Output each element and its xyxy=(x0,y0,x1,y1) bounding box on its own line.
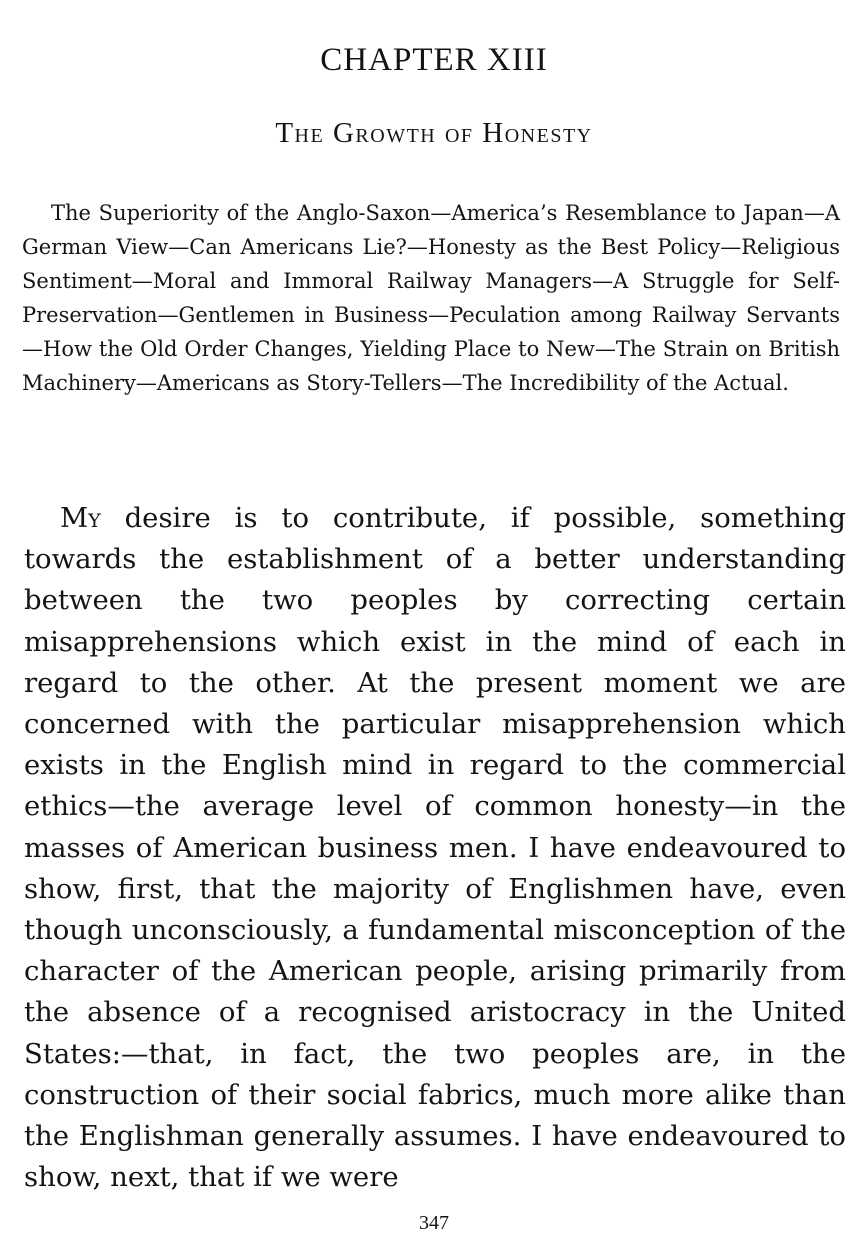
body-paragraph xyxy=(24,498,846,1198)
opening-word: My xyxy=(60,502,101,534)
chapter-title: The Growth of Honesty xyxy=(275,117,593,149)
chapter-synopsis: The Superiority of the Anglo-Saxon—America’s Resemblance to Japan—A German View—Can Americans Lie?—Honesty as the Best Policy—Religious Sentiment—Moral and Immoral Railway Managers—A Struggle for Self-Preservation—Gentlemen in Business—Peculation among Railway Servants—How the Old Order Changes, Yielding Place to New—The Strain on British Machinery—Americans as Story-Tellers—The Incredibility of the Actual. xyxy=(22,201,840,395)
chapter-heading: CHAPTER XIII xyxy=(320,42,548,78)
page-number: 347 xyxy=(419,1212,449,1234)
body-text: desire is to contribute, if possible, something towards the establishment of a better understanding between the two peoples by correcting certain misapprehensions which exist in the mind of each in regard to the other. At the present moment we are concerned with the particular misapprehension which exists in the English mind in regard to the commercial ethics—the average level of common honesty—in the masses of American business men. I have endeavoured to show, first, that the majority of Englishmen have, even though unconsciously, a fundamental misconception of the character of the American people, arising primarily from the absence of a recognised aristocracy in the United States:—that, in fact, the two peoples are, in the construction of their social fabrics, much more alike than the Englishman generally assumes. I have endeavoured to show, next, that if we were xyxy=(24,502,846,1194)
